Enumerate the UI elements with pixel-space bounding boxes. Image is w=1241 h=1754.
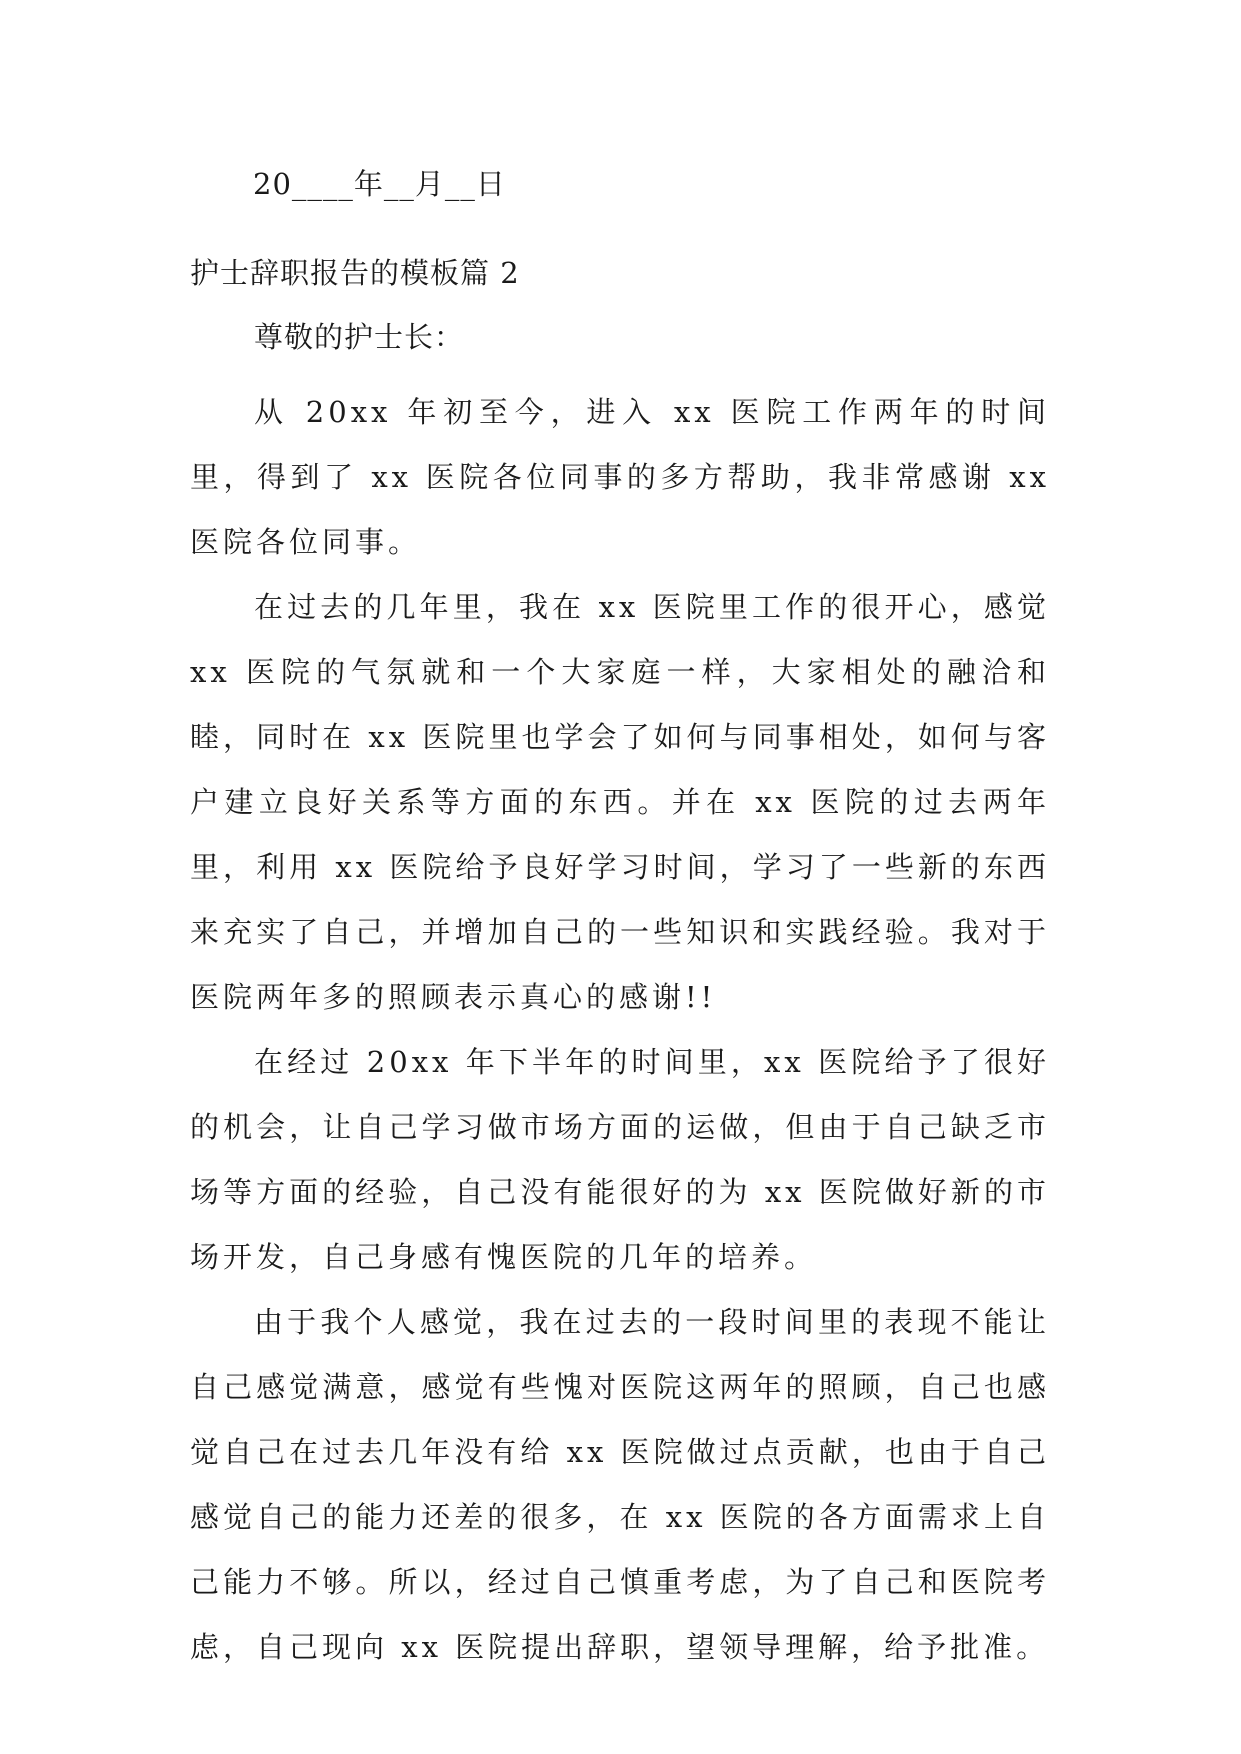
date-line: 20____年__月__日 [253,167,506,201]
paragraph-3: 在经过 20xx 年下半年的时间里，xx 医院给予了很好的机会，让自己学习做市场方面的运做，但由于自己缺乏市场等方面的经验，自己没有能很好的为 xx 医院做好新的市场开发，自己身感有愧医院的几年的培养。 [190,1045,1050,1274]
document-title: 护士辞职报告的模板篇 2 [190,256,520,290]
letter-body [190,380,1050,1680]
paragraph-4: 由于我个人感觉，我在过去的一段时间里的表现不能让自己感觉满意，感觉有些愧对医院这两年的照顾，自己也感觉自己在过去几年没有给 xx 医院做过点贡献，也由于自己感觉自己的能力还差的很多，在 xx 医院的各方面需求上自己能力不够。所以，经过自己慎重考虑，为了自己和医院考虑，自己现向 xx 医院提出辞职，望领导理解，给予批准。 [190,1305,1050,1664]
paragraph-2: 在过去的几年里，我在 xx 医院里工作的很开心，感觉 xx 医院的气氛就和一个大家庭一样，大家相处的融洽和睦，同时在 xx 医院里也学会了如何与同事相处，如何与客户建立良好关系等方面的东西。并在 xx 医院的过去两年里，利用 xx 医院给予良好学习时间，学习了一些新的东西来充实了自己，并增加自己的一些知识和实践经验。我对于医院两年多的照顾表示真心的感谢!! [190,590,1050,1014]
paragraph-1: 从 20xx 年初至今，进入 xx 医院工作两年的时间里，得到了 xx 医院各位同事的多方帮助，我非常感谢 xx 医院各位同事。 [190,395,1050,559]
salutation: 尊敬的护士长： [254,320,465,354]
